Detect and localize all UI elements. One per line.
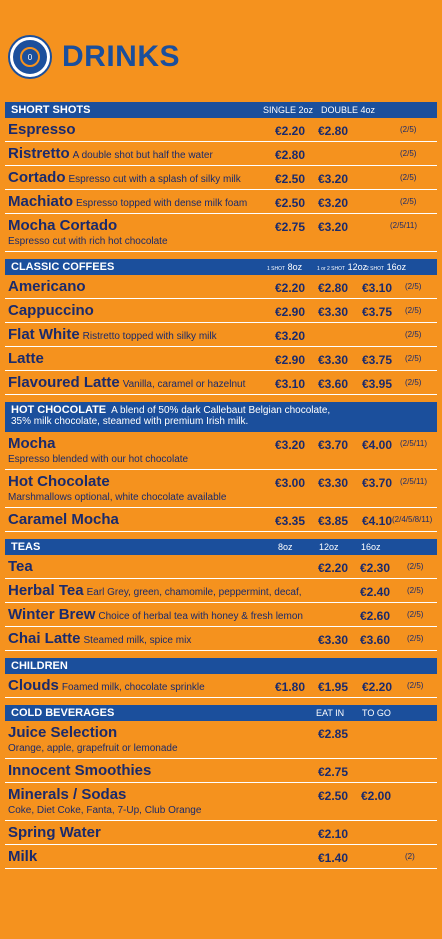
column-header-16oz: 2 SHOT 16oz (366, 262, 407, 272)
section-title: CHILDREN (11, 660, 68, 672)
menu-item (5, 432, 437, 470)
item-description: A double shot but half the water (72, 150, 213, 161)
menu-item (5, 142, 437, 166)
price-8oz: €2.90 (275, 353, 306, 367)
item-name: Ristretto (8, 145, 70, 162)
item-name: Americano (8, 278, 86, 295)
item-description: Espresso cut with a splash of silky milk (68, 174, 241, 185)
column-header-to-go: TO GO (362, 708, 391, 718)
price-single: €2.80 (275, 148, 306, 162)
section-header-cold-beverages (5, 705, 437, 721)
price-eat-in: €2.75 (318, 765, 349, 779)
price-single: €2.50 (275, 172, 306, 186)
drinks-menu (5, 102, 437, 869)
price-single: €2.50 (275, 196, 306, 210)
item-description: Coke, Diet Coke, Fanta, 7-Up, Club Orange (8, 805, 202, 816)
menu-item (5, 721, 437, 759)
allergens: (2) (405, 852, 415, 861)
price-12oz: €3.30 (318, 305, 349, 319)
item-name: Chai Latte (8, 630, 81, 647)
price-12oz: €3.30 (318, 633, 349, 647)
allergens: (2/5) (407, 681, 424, 690)
section-header-short-shots (5, 102, 437, 118)
section-header-hot-chocolate (5, 402, 437, 432)
item-description: Espresso topped with dense milk foam (76, 198, 248, 209)
menu-item (5, 759, 437, 783)
item-name: Winter Brew (8, 606, 96, 623)
item-name: Tea (8, 558, 33, 575)
teas-list (5, 555, 437, 651)
price-8oz: €3.20 (275, 438, 306, 452)
price-12oz: €3.30 (318, 353, 349, 367)
cold-beverages-list (5, 721, 437, 869)
allergens: (2/5/11) (400, 477, 427, 486)
section-title: CLASSIC COFFEES (11, 261, 115, 273)
column-header-12oz: 12oz (319, 542, 339, 552)
menu-item (5, 118, 437, 142)
price-double: €2.80 (318, 124, 349, 138)
price-double: €3.20 (318, 172, 349, 186)
price-16oz: €2.30 (360, 561, 391, 575)
price-8oz: €3.00 (275, 476, 306, 490)
menu-item (5, 627, 437, 651)
section-note-line1: A blend of 50% dark Callebaut Belgian chocolate, (111, 405, 331, 416)
section-title: COLD BEVERAGES (11, 707, 115, 719)
price-eat-in: €1.40 (318, 851, 349, 865)
children-list (5, 674, 437, 698)
price-medium: €1.95 (318, 680, 349, 694)
price-16oz: €4.10 (362, 514, 393, 528)
item-description: Marshmallows optional, white chocolate available (8, 492, 227, 503)
menu-item (5, 347, 437, 371)
section-header-classic-coffees (5, 259, 437, 275)
price-16oz: €3.75 (362, 305, 393, 319)
section-note-line2: 35% milk chocolate, steamed with premium Irish milk. (11, 416, 249, 427)
menu-item (5, 555, 437, 579)
allergens: (2/5) (400, 149, 417, 158)
menu-item (5, 214, 437, 252)
item-name: Spring Water (8, 824, 101, 841)
hot-chocolate-list (5, 432, 437, 532)
price-16oz: €3.60 (360, 633, 391, 647)
item-description: Espresso cut with rich hot chocolate (8, 236, 168, 247)
price-8oz: €3.35 (275, 514, 306, 528)
price-8oz: €2.20 (275, 281, 306, 295)
menu-item (5, 508, 437, 532)
column-header-single: SINGLE 2oz (263, 105, 314, 115)
column-header-12oz: 1 or 2 SHOT 12oz (317, 262, 368, 272)
price-eat-in: €2.50 (318, 789, 349, 803)
allergens: (2/5/11) (400, 439, 427, 448)
price-small: €1.80 (275, 680, 306, 694)
allergens: (2/5) (405, 282, 422, 291)
item-name: Clouds (8, 677, 59, 694)
item-description: Ristretto topped with silky milk (82, 331, 217, 342)
price-8oz: €2.90 (275, 305, 306, 319)
item-description: Earl Grey, green, chamomile, peppermint, decaf, (86, 587, 302, 598)
price-8oz: €3.20 (275, 329, 306, 343)
price-double: €3.20 (318, 220, 349, 234)
allergens: (2/5) (400, 125, 417, 134)
menu-item (5, 603, 437, 627)
price-double: €3.20 (318, 196, 349, 210)
price-16oz: €4.00 (362, 438, 393, 452)
section-header-children (5, 658, 437, 674)
price-16oz: €3.10 (362, 281, 393, 295)
price-to-go: €2.00 (361, 789, 392, 803)
allergens: (2/5) (405, 306, 422, 315)
price-12oz: €3.85 (318, 514, 349, 528)
allergens: (2/4/5/8/11) (392, 515, 433, 524)
allergens: (2/5) (405, 330, 422, 339)
item-name: Juice Selection (8, 724, 118, 741)
price-12oz: €3.70 (318, 438, 349, 452)
item-name: Hot Chocolate (8, 473, 110, 490)
allergens: (2/5) (407, 586, 424, 595)
price-large: €2.20 (362, 680, 393, 694)
menu-item (5, 190, 437, 214)
page-title: DRINKS (62, 40, 181, 73)
price-eat-in: €2.10 (318, 827, 349, 841)
item-name: Caramel Mocha (8, 511, 119, 528)
menu-item (5, 845, 437, 869)
brand-logo (10, 37, 50, 77)
allergens: (2/5) (400, 173, 417, 182)
menu-item (5, 821, 437, 845)
item-description: Vanilla, caramel or hazelnut (122, 379, 246, 390)
menu-item (5, 323, 437, 347)
allergens: (2/5) (407, 634, 424, 643)
allergens: (2/5) (400, 197, 417, 206)
short-shots-list (5, 118, 437, 252)
item-name: Milk (8, 848, 38, 865)
item-name: Espresso (8, 121, 76, 138)
price-12oz: €3.60 (318, 377, 349, 391)
menu-item (5, 371, 437, 395)
section-title: SHORT SHOTS (11, 104, 91, 116)
item-name: Flat White (8, 326, 80, 343)
item-name: Mocha (8, 435, 56, 452)
allergens: (2/5) (405, 378, 422, 387)
item-name: Flavoured Latte (8, 374, 120, 391)
price-16oz: €2.40 (360, 585, 391, 599)
section-header-teas (5, 539, 437, 555)
section-title: TEAS (11, 541, 41, 553)
item-description: Espresso blended with our hot chocolate (8, 454, 189, 465)
item-description: Choice of herbal tea with honey & fresh lemon (98, 611, 303, 622)
brand-logo-mark: 0 (20, 47, 40, 67)
item-name: Machiato (8, 193, 74, 210)
item-name: Latte (8, 350, 44, 367)
item-name: Cortado (8, 169, 66, 186)
item-name: Innocent Smoothies (8, 762, 152, 779)
menu-item (5, 579, 437, 603)
column-header-8oz: 8oz (278, 542, 293, 552)
allergens: (2/5) (405, 354, 422, 363)
page-header (10, 32, 180, 82)
price-eat-in: €2.85 (318, 727, 349, 741)
classic-coffees-list (5, 275, 437, 395)
price-16oz: €2.60 (360, 609, 391, 623)
price-16oz: €3.75 (362, 353, 393, 367)
allergens: (2/5) (407, 610, 424, 619)
allergens: (2/5) (407, 562, 424, 571)
column-header-16oz: 16oz (361, 542, 381, 552)
column-header-eat-in: EAT IN (316, 708, 345, 718)
price-single: €2.75 (275, 220, 306, 234)
section-title: HOT CHOCOLATE (11, 404, 107, 416)
column-header-8oz: 1 SHOT 8oz (267, 262, 303, 272)
item-description: Foamed milk, chocolate sprinkle (61, 682, 205, 693)
price-12oz: €3.30 (318, 476, 349, 490)
menu-item (5, 275, 437, 299)
item-name: Minerals / Sodas (8, 786, 127, 803)
menu-item (5, 783, 437, 821)
price-single: €2.20 (275, 124, 306, 138)
item-name: Herbal Tea (8, 582, 84, 599)
price-12oz: €2.20 (318, 561, 349, 575)
menu-item (5, 470, 437, 508)
allergens: (2/5/11) (390, 221, 417, 230)
menu-item (5, 166, 437, 190)
menu-item (5, 299, 437, 323)
item-name: Cappuccino (8, 302, 94, 319)
price-16oz: €3.95 (362, 377, 393, 391)
item-description: Steamed milk, spice mix (83, 635, 192, 646)
menu-item (5, 674, 437, 698)
column-header-double: DOUBLE 4oz (321, 105, 376, 115)
price-8oz: €3.10 (275, 377, 306, 391)
item-description: Orange, apple, grapefruit or lemonade (8, 743, 178, 754)
item-name: Mocha Cortado (8, 217, 118, 234)
price-12oz: €2.80 (318, 281, 349, 295)
price-16oz: €3.70 (362, 476, 393, 490)
